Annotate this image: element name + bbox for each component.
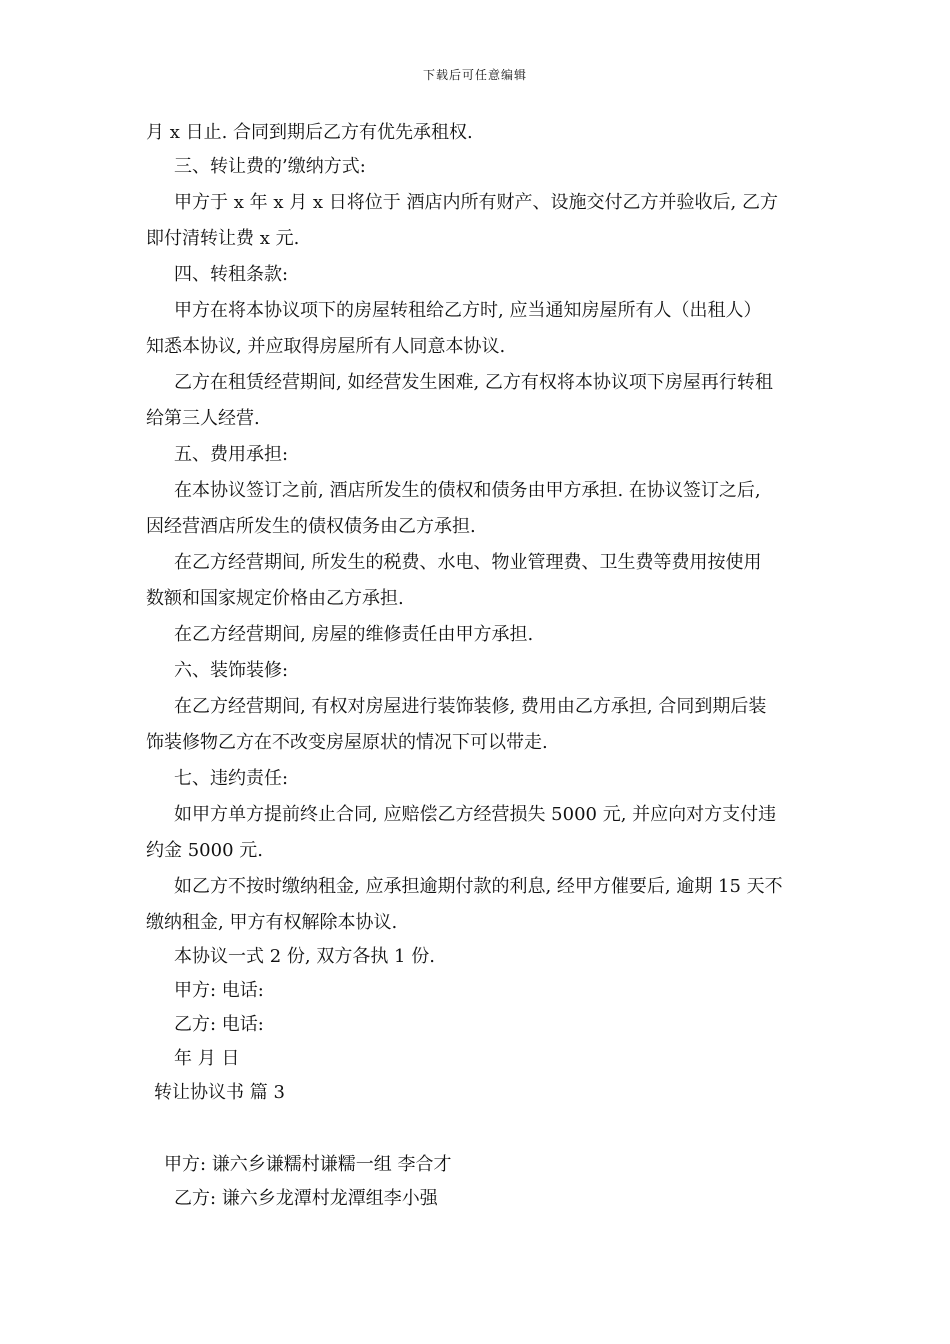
section-heading: 六、装饰装修: bbox=[174, 660, 289, 681]
paragraph-line: 约金 5000 元. bbox=[146, 840, 263, 861]
section-heading: 七、违约责任: bbox=[174, 768, 289, 789]
paragraph-line: 乙方在租赁经营期间, 如经营发生困难, 乙方有权将本协议项下房屋再行转租 bbox=[174, 372, 773, 393]
paragraph-line: 甲方在将本协议项下的房屋转租给乙方时, 应当通知房屋所有人（出租人） bbox=[174, 300, 762, 321]
paragraph-line: 缴纳租金, 甲方有权解除本协议. bbox=[146, 912, 398, 933]
paragraph-line: 饰装修物乙方在不改变房屋原状的情况下可以带走. bbox=[146, 732, 548, 753]
paragraph-line: 在本协议签订之前, 酒店所发生的债权和债务由甲方承担. 在协议签订之后, bbox=[174, 480, 761, 501]
paragraph-line: 给第三人经营. bbox=[146, 408, 260, 429]
paragraph-line: 在乙方经营期间, 有权对房屋进行装饰装修, 费用由乙方承担, 合同到期后装 bbox=[174, 696, 767, 717]
paragraph-line: 如甲方单方提前终止合同, 应赔偿乙方经营损失 5000 元, 并应向对方支付违 bbox=[174, 804, 777, 825]
section-heading: 五、费用承担: bbox=[174, 444, 289, 465]
party-a-line: 甲方: 谦六乡谦糯村谦糯一组 李合才 bbox=[164, 1154, 452, 1175]
paragraph-line: 如乙方不按时缴纳租金, 应承担逾期付款的利息, 经甲方催要后, 逾期 15 天不 bbox=[174, 876, 783, 897]
paragraph-line: 数额和国家规定价格由乙方承担. bbox=[146, 588, 404, 609]
section-heading: 四、转租条款: bbox=[174, 264, 289, 285]
signature-line-party-b: 乙方: 电话: bbox=[174, 1014, 264, 1035]
paragraph-line: 甲方于 x 年 x 月 x 日将位于 酒店内所有财产、设施交付乙方并验收后, 乙方 bbox=[174, 192, 778, 213]
paragraph-line: 本协议一式 2 份, 双方各执 1 份. bbox=[174, 946, 435, 967]
date-line: 年 月 日 bbox=[174, 1048, 240, 1069]
signature-line-party-a: 甲方: 电话: bbox=[174, 980, 264, 1001]
section-heading: 三、转让费的’缴纳方式: bbox=[174, 156, 366, 177]
party-b-line: 乙方: 谦六乡龙潭村龙潭组李小强 bbox=[174, 1188, 438, 1209]
page-header: 下载后可任意编辑 bbox=[422, 68, 527, 82]
paragraph-line: 在乙方经营期间, 房屋的维修责任由甲方承担. bbox=[174, 624, 534, 645]
paragraph-line: 月 x 日止. 合同到期后乙方有优先承租权. bbox=[146, 122, 473, 143]
paragraph-line: 知悉本协议, 并应取得房屋所有人同意本协议. bbox=[146, 336, 506, 357]
paragraph-line: 在乙方经营期间, 所发生的税费、水电、物业管理费、卫生费等费用按使用 bbox=[174, 552, 762, 573]
paragraph-line: 即付清转让费 x 元. bbox=[146, 228, 300, 249]
paragraph-line: 因经营酒店所发生的债权债务由乙方承担. bbox=[146, 516, 476, 537]
section-title: 转让协议书 篇 3 bbox=[154, 1082, 285, 1103]
